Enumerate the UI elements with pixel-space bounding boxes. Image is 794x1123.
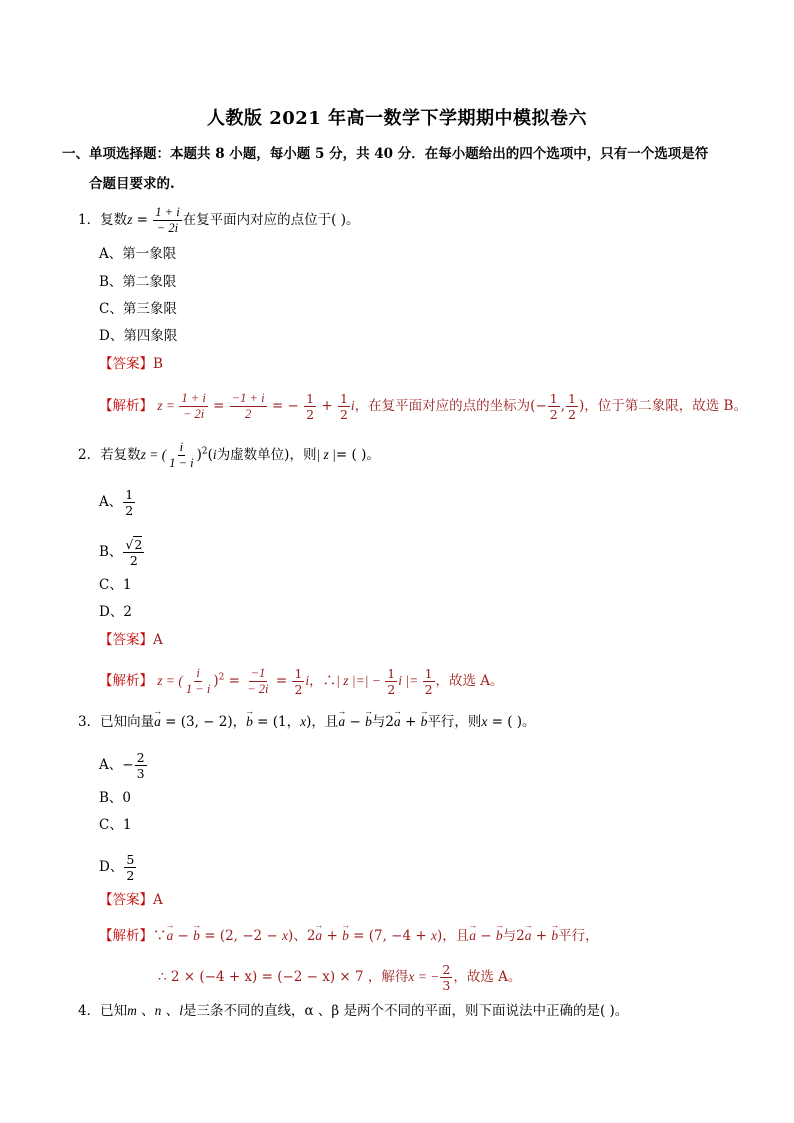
math: = (2, −2 − [199,928,283,944]
fraction [245,666,270,697]
denominator: 2 [306,407,315,422]
question-1-stem [78,205,360,236]
question-3-stem [78,712,536,732]
text: 与 [502,928,517,944]
fraction [423,666,435,697]
denominator: 2 [125,503,134,518]
fraction [123,487,135,518]
q3-answer [99,890,163,910]
numerator: 2 [442,962,451,977]
fraction [548,391,560,422]
stem-text: 复数 [100,212,128,228]
vector-a: → a [469,926,476,946]
page-title: 人教版 2021 年高一数学下学期期中模拟卷六 [206,108,588,129]
math: ) [436,928,443,944]
q2-option-b [99,537,145,568]
fraction [338,391,350,422]
text: ，故选 A。 [453,969,522,985]
denominator: 1 − i [169,456,194,470]
math: ，∴ [309,673,337,689]
text: ，故选 A。 [435,673,504,689]
text: 、 [293,928,307,944]
math: x [481,714,488,729]
denominator: − 2i [247,682,269,696]
q3-analysis-line2 [158,962,521,993]
q1-answer [99,354,163,374]
fraction [153,205,181,236]
section-heading-line1: 一、单项选择题：本题共 8 小题，每小题 5 分，共 40 分．在每小题给出的四个选项中，只有一个选项是符 [62,146,709,162]
q2-option-d: D、2 [99,604,132,620]
math: x = − [408,969,440,984]
stem-text: 已知 [100,1003,128,1019]
fraction [184,666,212,697]
math: 2 [516,928,525,944]
denominator: 3 [136,766,145,781]
option-label: B、 [99,544,123,560]
numerator: 1 [306,391,315,406]
math: ) [288,928,294,944]
math: = (1， [252,714,301,730]
fraction [385,666,397,697]
vector-b: → b [193,926,200,946]
math: z = [157,398,179,413]
math: x [282,928,289,943]
math: + [531,928,552,944]
fraction [179,391,207,422]
stem-text: 与 [371,714,386,730]
math: = − [267,398,304,414]
math: + [322,928,343,944]
q1-option-a: A、第一象限 [99,246,177,262]
stem-text: = ( )。 [487,714,536,730]
numerator: −1 [250,666,266,680]
option-label: D、 [99,859,124,875]
stem-text: ( [207,447,213,463]
math: = [208,398,229,414]
denominator: 2 [549,407,558,422]
vector-b: → b [342,926,349,946]
answer-value: A [153,632,163,648]
stem-text: ， [232,714,247,730]
stem-text: 是三条不同的直线，α 、β 是两个不同的平面，则下面说法中正确的是( )。 [182,1003,629,1019]
text: ，且 [442,928,470,944]
analysis-label: 【解析】 [99,398,153,414]
math: i [350,398,355,413]
numerator: i [179,440,184,454]
math: x [300,714,307,729]
math: x [430,928,437,943]
question-4-stem [78,1001,628,1021]
numerator: 5 [126,852,135,867]
numerator: 1 + i [155,205,180,219]
analysis-label: 【解析】 [99,928,153,944]
var-z: z [127,212,133,227]
denominator: 3 [442,978,451,993]
stem-text: 已知向量 [100,714,155,730]
denominator: − 2i [182,407,205,421]
stem-text: 若复数 [100,447,141,463]
q3-analysis-line1 [99,926,599,946]
numerator: 2 [136,750,145,765]
numerator: 1 [387,666,396,681]
vector-b: → b [496,926,503,946]
math: z = ( [140,447,167,462]
math: − [173,928,194,944]
numerator: i [196,666,200,680]
denominator: 2 [339,407,348,422]
q2-option-c: C、1 [99,577,132,593]
math: ) [306,714,312,730]
question-number: 4． [78,1003,101,1019]
text: ，在复平面对应的点的坐标为 [354,398,531,414]
q1-option-c: C、第三象限 [99,301,177,317]
fraction [135,750,147,781]
fraction [124,852,136,883]
fraction [440,962,452,993]
q3-option-c: C、1 [99,817,132,833]
radicand: 2 [134,537,143,552]
q3-option-d [99,852,137,883]
math: 2 [385,714,394,730]
numerator: 1 [549,391,558,406]
math: (− [530,398,547,414]
math: + [317,398,337,414]
math: z = ( [157,673,183,688]
question-number: 2． [78,447,101,463]
question-number: 1． [78,212,101,228]
q2-analysis [99,666,504,697]
math: − [476,928,496,944]
numerator [123,537,144,553]
q2-option-a [99,487,136,518]
exponent: 2 [201,446,208,457]
answer-label: 【答案】 [99,632,153,648]
math: 2 [306,928,316,944]
denominator: 2 [387,682,396,697]
fraction [230,391,267,422]
sqrt-icon: √ [125,537,134,552]
analysis-label: 【解析】 [99,673,153,689]
q1-option-d: D、第四象限 [99,328,178,344]
vector-b: → b [551,926,558,946]
q1-analysis [99,391,747,422]
numerator: 1 [568,391,576,406]
math: = [224,673,245,689]
denominator: 2 [245,407,252,421]
q2-answer [99,630,163,650]
math: − [345,714,366,730]
answer-value: B [153,356,163,372]
stem-text: 、 [136,1003,155,1019]
math: | z | [316,447,336,462]
fraction [123,537,144,568]
math: , [560,398,566,414]
fraction [566,391,578,422]
answer-label: 【答案】 [99,892,153,908]
stem-text: 在复平面内对应的点位于( )。 [182,212,360,228]
math: i |= [398,673,422,688]
q3-option-a [99,750,148,781]
option-label: A、 [99,494,123,510]
denominator: 2 [126,868,135,883]
fraction [304,391,316,422]
answer-value: A [153,892,163,908]
stem-text: 、 [161,1003,180,1019]
math: = (3, − 2) [160,714,233,730]
math: ) [196,447,202,463]
text: ，位于第二象限，故选 B。 [584,398,747,414]
vector-b: → b [365,712,372,732]
denominator: 2 [568,407,576,422]
math: i [212,447,217,462]
math: + [400,714,421,730]
math: | z |=| − [336,673,385,688]
math: − [122,757,134,773]
stem-text: = ( )。 [335,447,380,463]
math: = (7, −4 + [348,928,431,944]
question-2-stem [78,440,380,471]
equals: = [132,212,153,228]
vector-b: → b [246,712,253,732]
text: ∴ 2 × (−4 + x) = (−2 − x) × 7 ，解得 [158,969,409,985]
vector-b: → b [421,712,428,732]
option-label: A、 [99,757,123,773]
vector-a: → a [338,712,345,732]
answer-label: 【答案】 [99,356,153,372]
math: i [305,673,310,688]
denominator: 2 [424,682,433,697]
numerator: −1 + i [231,391,265,405]
math: ) [578,398,585,414]
stem-text: ，且 [311,714,339,730]
vector-a: → a [167,926,174,946]
fraction [167,440,195,471]
vector-a: → a [154,712,161,732]
q3-option-b: B、0 [99,790,132,806]
numerator: 1 [424,666,433,681]
math: = [271,673,292,689]
numerator: 1 + i [181,391,206,405]
var-n: n [154,1003,162,1018]
numerator: 1 [339,391,348,406]
vector-a: → a [525,926,532,946]
denominator: 2 [129,553,138,568]
q1-option-b: B、第二象限 [99,274,177,290]
math: ) [213,673,219,689]
var-m: m [127,1003,137,1018]
stem-text: 为虚数单位)，则 [216,447,317,463]
stem-text: 平行，则 [427,714,482,730]
vector-a: → a [315,926,322,946]
denominator: 2 [294,682,303,697]
var-l: l [179,1003,183,1018]
vector-a: → a [394,712,401,732]
math: ∵ [153,928,167,944]
denominator: 1 − i [185,682,211,696]
numerator: 1 [294,666,303,681]
fraction [292,666,304,697]
denominator: − 2i [156,221,179,235]
section-heading-line2: 合题目要求的. [89,176,175,192]
exponent: 2 [218,672,225,683]
numerator: 1 [125,487,134,502]
question-number: 3． [78,714,101,730]
text: 平行， [558,928,599,944]
